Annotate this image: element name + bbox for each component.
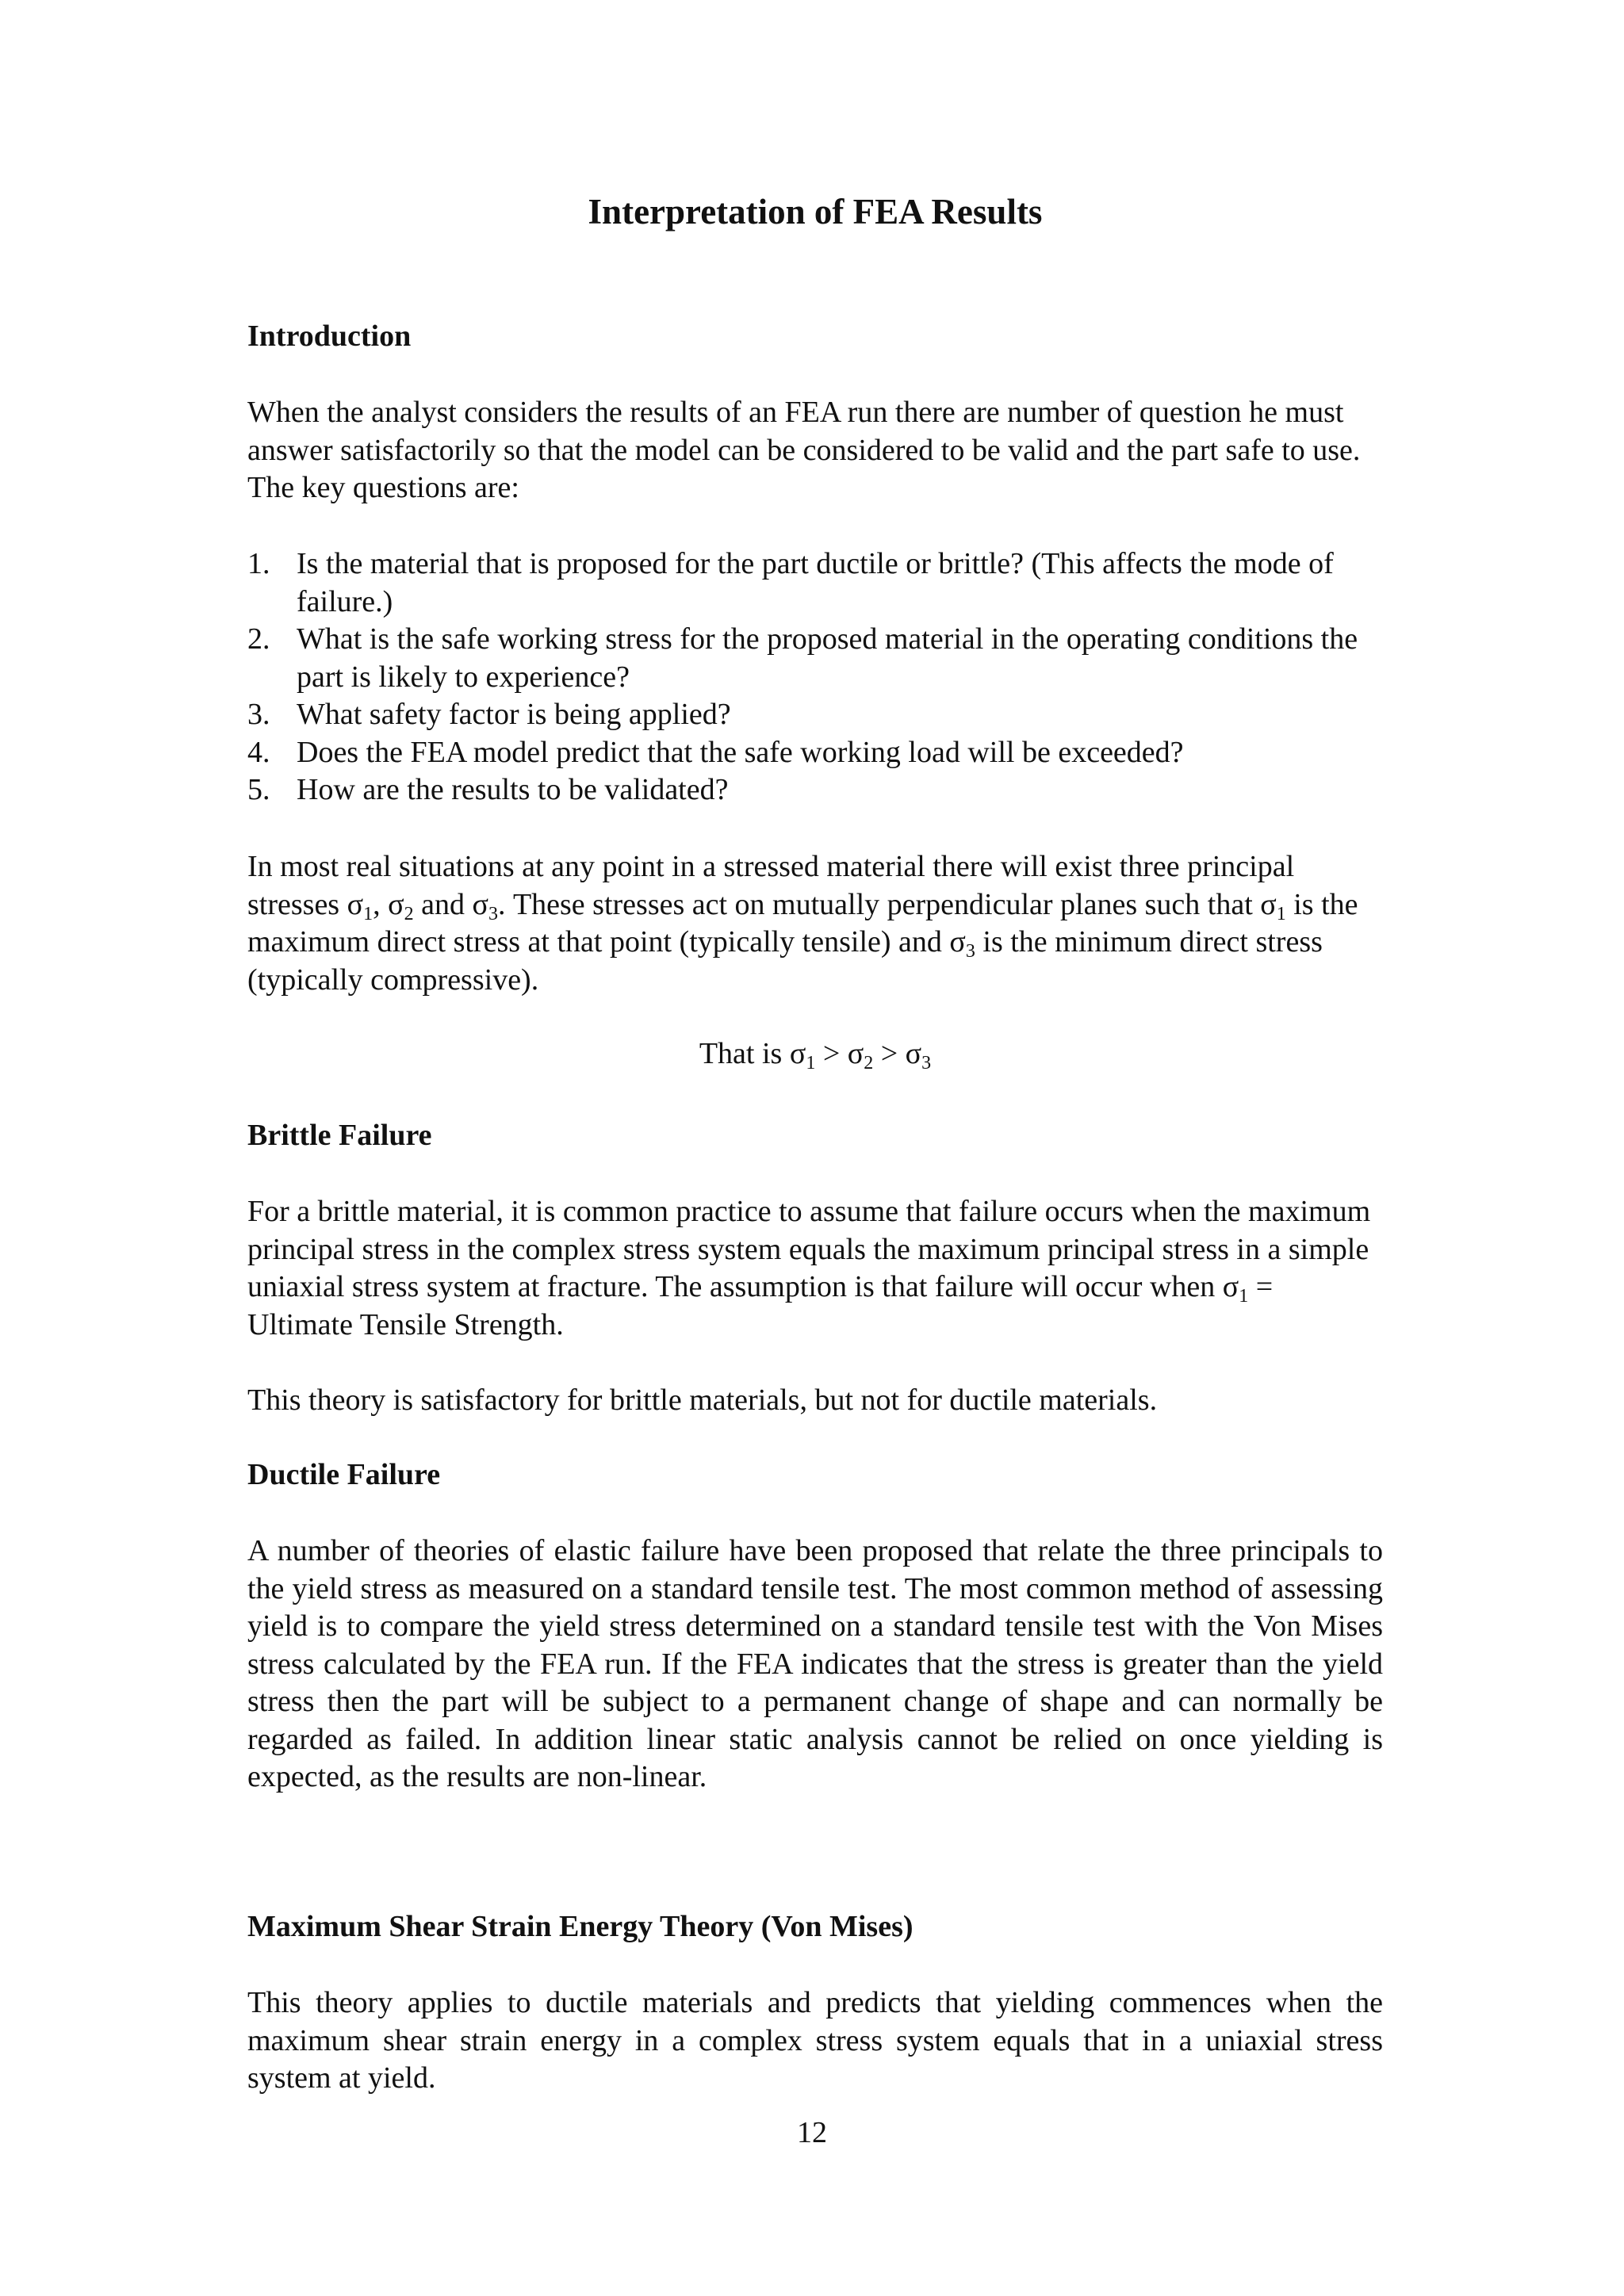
list-item-number: 3.	[247, 698, 270, 731]
introduction-heading: Introduction	[247, 320, 412, 353]
text-fragment: is the maximum direct stress at that point (typically tensile) and	[247, 887, 1358, 959]
list-item	[247, 696, 1383, 734]
list-item-number: 1.	[247, 547, 270, 580]
text-fragment: = Ultimate Tensile Strength.	[247, 1270, 1274, 1341]
text-fragment: . These stresses act on mutually perpendicular planes such that	[497, 887, 1261, 921]
text-fragment: >	[873, 1037, 906, 1070]
key-questions-list	[247, 545, 1383, 809]
list-item	[247, 734, 1383, 772]
list-item-text: What is the safe working stress for the proposed material in the operating conditions the part is likely to experience?	[297, 622, 1358, 694]
text-fragment: ,	[373, 887, 389, 921]
subscript: 2	[404, 903, 414, 924]
sigma-symbol: σ	[1260, 887, 1277, 921]
text-fragment: That is	[699, 1037, 790, 1070]
list-item	[247, 621, 1383, 696]
sigma-symbol: σ	[949, 925, 966, 959]
subscript: 2	[864, 1053, 874, 1073]
page-number: 12	[797, 2116, 827, 2149]
list-item	[247, 545, 1383, 621]
sigma-symbol: σ	[847, 1037, 864, 1070]
subscript: 3	[921, 1053, 932, 1073]
subscript: 1	[363, 903, 373, 924]
sigma-symbol: σ	[347, 887, 364, 921]
list-item-text: What safety factor is being applied?	[297, 698, 731, 731]
brittle-failure-paragraph	[247, 1193, 1383, 1344]
introduction-paragraph: When the analyst considers the results of an FEA run there are number of question he must answer satisfactorily so that the model can be considered to be valid and the part safe to use. The key questions are:	[247, 396, 1361, 504]
list-item-number: 4.	[247, 735, 270, 769]
text-fragment: and	[413, 887, 473, 921]
text-fragment: In most real situations at any point in a stressed material there will exist three principal stresses	[247, 850, 1295, 921]
list-item-text: Does the FEA model predict that the safe working load will be exceeded?	[297, 735, 1184, 769]
principal-stresses-paragraph	[247, 848, 1383, 999]
sigma-symbol: σ	[1222, 1270, 1239, 1303]
ductile-failure-heading: Ductile Failure	[247, 1458, 441, 1491]
list-item	[247, 771, 1383, 809]
subscript: 1	[1276, 903, 1286, 924]
sigma-symbol: σ	[472, 887, 488, 921]
subscript: 1	[1239, 1286, 1249, 1307]
von-mises-heading: Maximum Shear Strain Energy Theory (Von Mises)	[247, 1910, 914, 1943]
stress-relation-equation	[247, 1036, 1383, 1073]
list-item-number: 5.	[247, 773, 270, 806]
text-fragment: >	[815, 1037, 848, 1070]
sigma-symbol: σ	[789, 1037, 806, 1070]
sigma-symbol: σ	[388, 887, 404, 921]
brittle-theory-note: This theory is satisfactory for brittle materials, but not for ductile materials.	[247, 1383, 1158, 1417]
list-item-text: Is the material that is proposed for the part ductile or brittle? (This affects the mode of failure.)	[297, 547, 1334, 618]
ductile-failure-paragraph: A number of theories of elastic failure have been proposed that relate the three principals to the yield stress as measured on a standard tensile test. The most common method of assessing yield is to compare the yield stress determined on a standard tensile test with the Von Mises stress calculated by the FEA run. If the FEA indicates that the stress is greater than the yield stress then the part will be subject to a permanent change of shape and can normally be regarded as failed. In addition linear static analysis cannot be relied on once yielding is expected, as the results are non-linear.	[247, 1534, 1383, 1793]
sigma-symbol: σ	[905, 1037, 922, 1070]
brittle-failure-heading: Brittle Failure	[247, 1119, 432, 1152]
list-item-number: 2.	[247, 622, 270, 656]
text-fragment: is the minimum direct stress (typically compressive).	[247, 925, 1323, 997]
page-title: Interpretation of FEA Results	[588, 192, 1043, 232]
text-fragment: For a brittle material, it is common practice to assume that failure occurs when the maximum principal stress in the complex stress system equals the maximum principal stress in a simple uniaxial stress system at fracture. The assumption is that failure will occur when	[247, 1195, 1371, 1303]
list-item-text: How are the results to be validated?	[297, 773, 729, 806]
subscript: 1	[806, 1053, 816, 1073]
subscript: 3	[965, 941, 975, 962]
von-mises-paragraph: This theory applies to ductile materials and predicts that yielding commences when the maximum shear strain energy in a complex stress system equals that in a uniaxial stress system at yield.	[247, 1986, 1383, 2095]
subscript: 3	[488, 903, 498, 924]
